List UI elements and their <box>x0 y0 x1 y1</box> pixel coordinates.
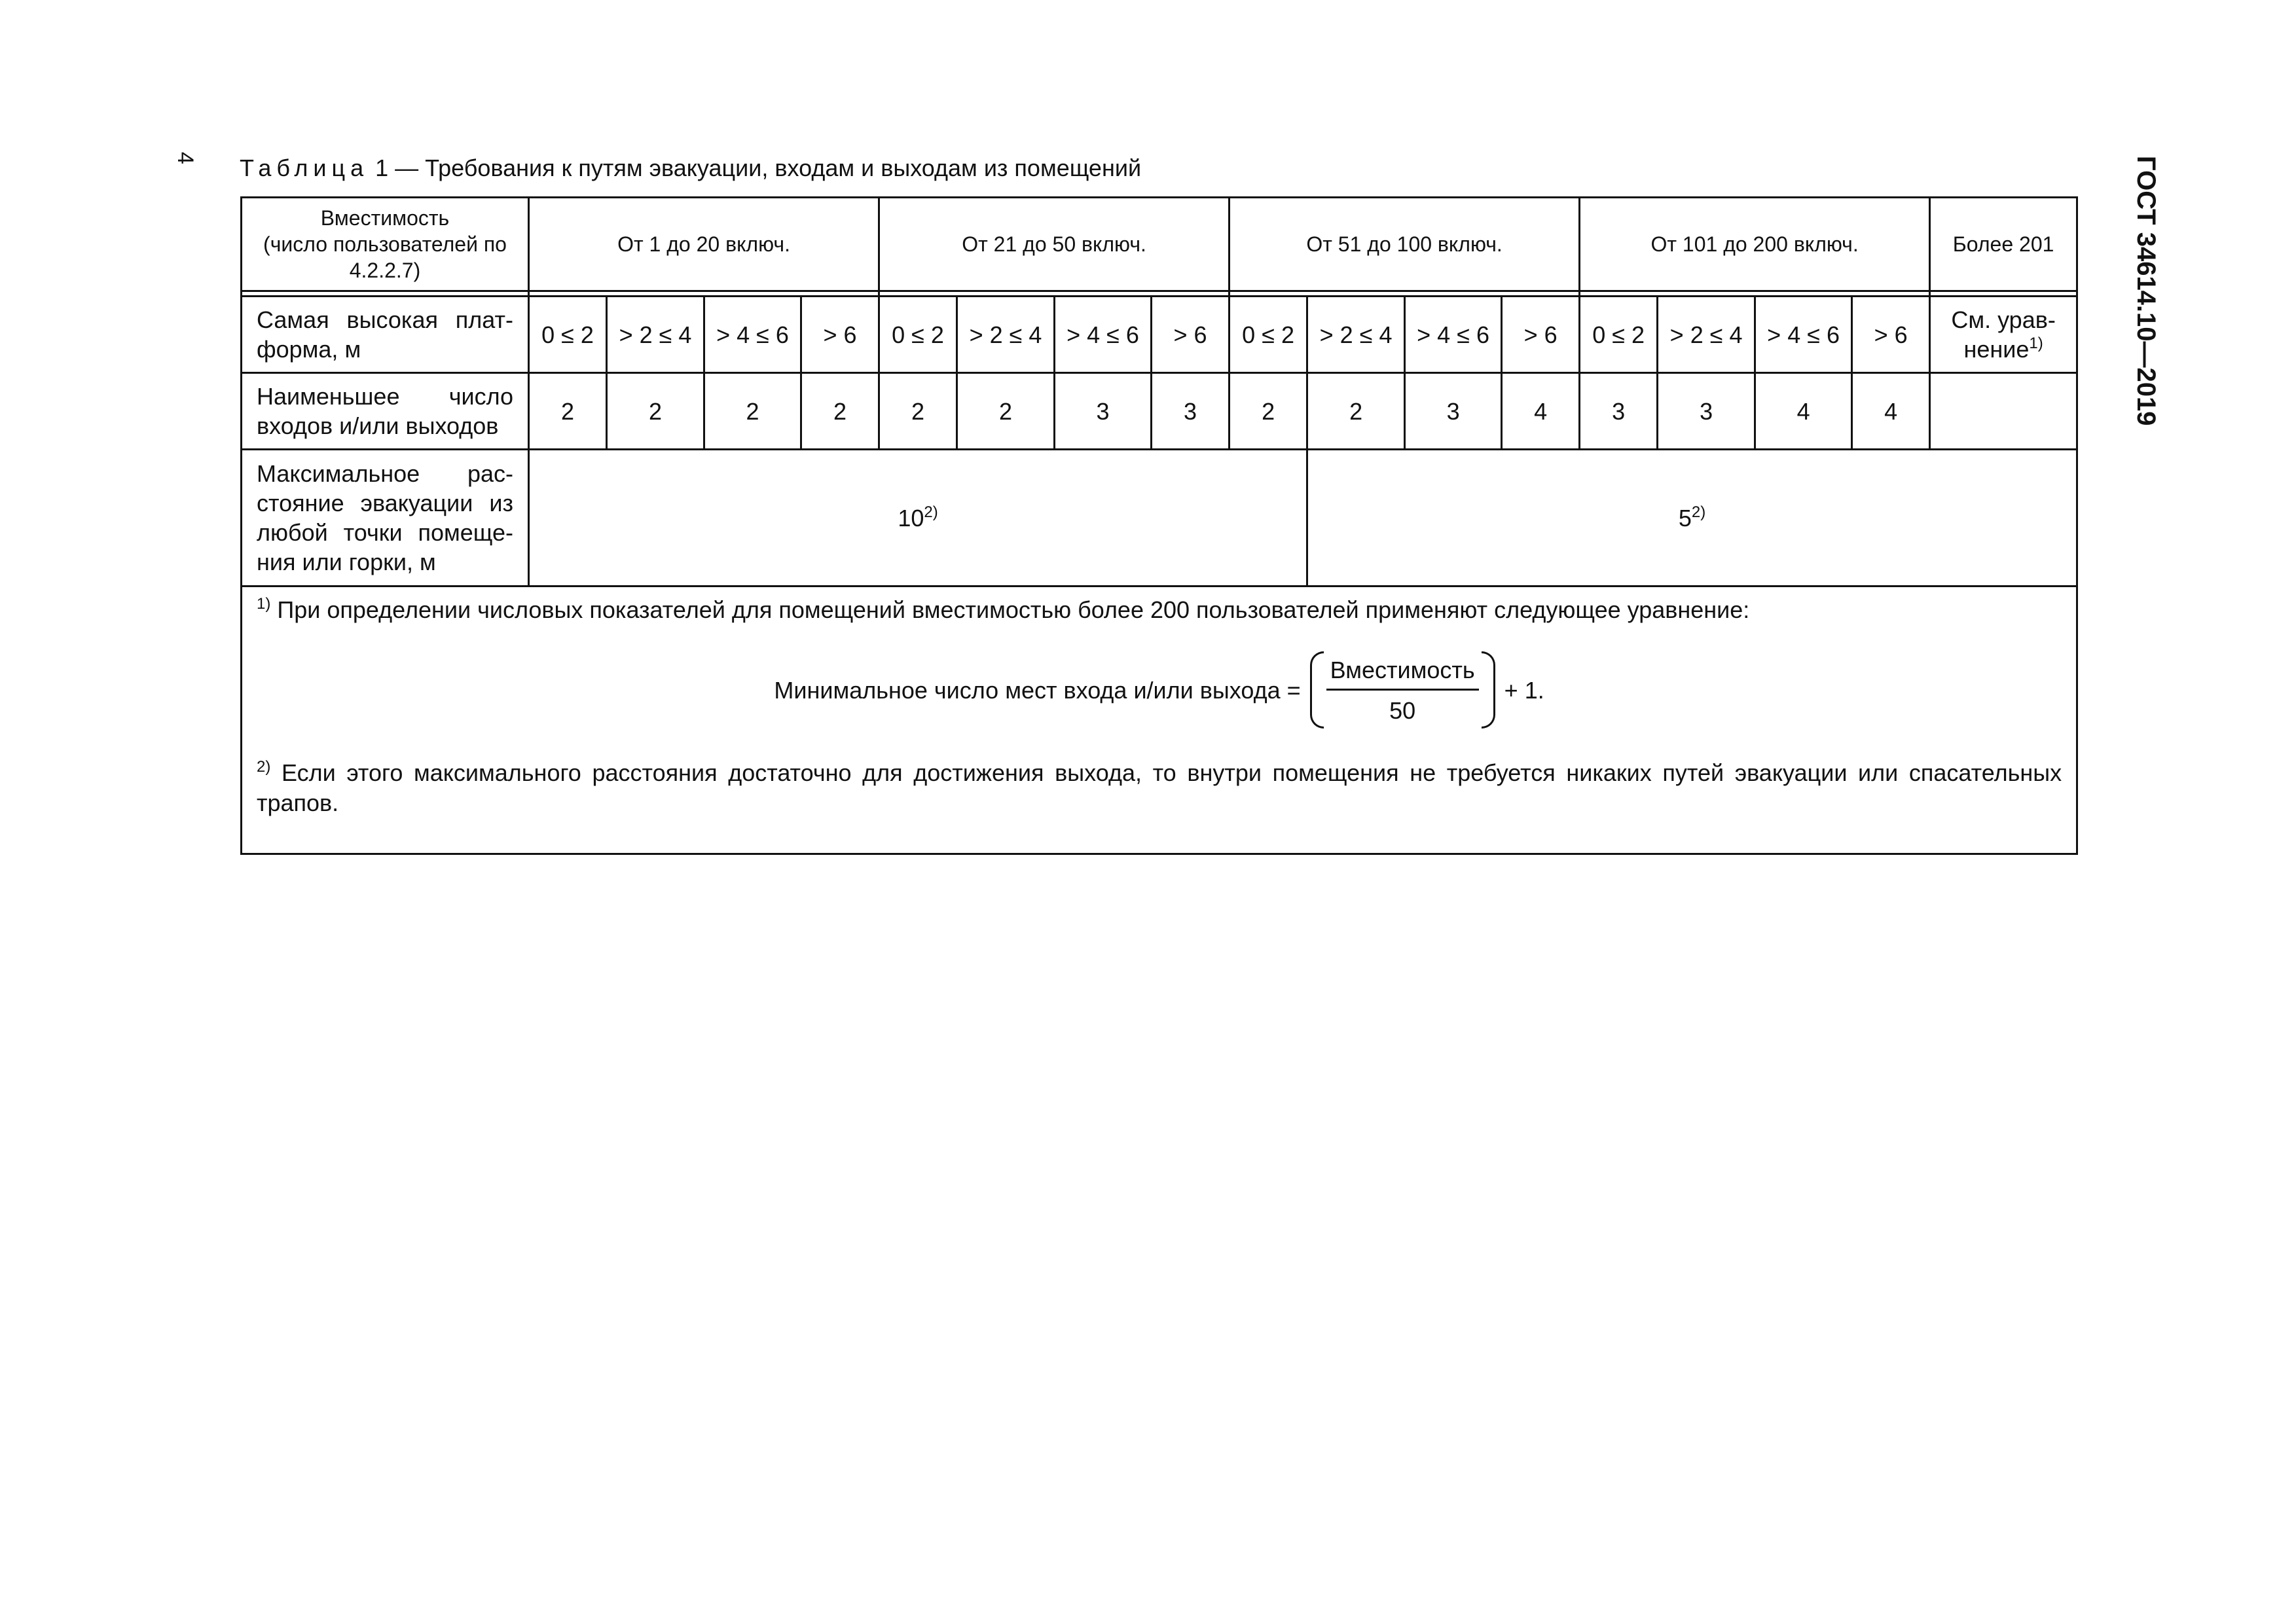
table-cell: > 4 ≤ 6 <box>1755 297 1852 373</box>
notes-cell <box>242 586 2077 854</box>
table-cell: 2 <box>1307 373 1405 450</box>
see-equation-text: нение <box>1963 336 2030 363</box>
table-cell: 2 <box>879 373 957 450</box>
capacity-header-line: Вместимость <box>320 206 450 230</box>
see-equation-line: См. урав- <box>1951 306 2056 333</box>
table-cell: 3 <box>1658 373 1755 450</box>
footnote-text: Если этого максимального расстояния достаточно для достижения выхода, то внутри помещения не требуется никаких путей эвакуации или спасательных трапов. <box>257 759 2062 816</box>
table-cell: > 2 ≤ 4 <box>957 297 1055 373</box>
capacity-header-cell <box>242 198 529 291</box>
distance-value: 5 <box>1678 504 1692 532</box>
footnote-1 <box>257 595 2062 624</box>
table-cell: 2 <box>607 373 704 450</box>
table-cell: > 6 <box>1852 297 1930 373</box>
footnote-ref: 2) <box>1691 503 1706 521</box>
min-exits-row <box>242 373 2077 450</box>
row-label: Максимальное рас-стояние эвакуации из любой точки помеще-ния или горки, м <box>242 450 529 586</box>
see-equation-cell <box>1930 297 2077 373</box>
table-cell: 0 ≤ 2 <box>1230 297 1307 373</box>
table-cell: > 4 ≤ 6 <box>1055 297 1152 373</box>
table-cell: 2 <box>529 373 607 450</box>
table-cell: 2 <box>704 373 801 450</box>
group-header: От 21 до 50 включ. <box>879 198 1230 291</box>
row-label: Наименьшее число входов и/или выходов <box>242 373 529 450</box>
table-cell: 0 ≤ 2 <box>1580 297 1658 373</box>
table-cell: 2 <box>1230 373 1307 450</box>
table-cell: 3 <box>1580 373 1658 450</box>
table-cell: 3 <box>1152 373 1230 450</box>
table-cell: > 6 <box>1502 297 1580 373</box>
table-cell: 0 ≤ 2 <box>529 297 607 373</box>
capacity-header-line: (число пользователей по <box>263 232 507 256</box>
table-cell: 4 <box>1755 373 1852 450</box>
table-cell: > 2 ≤ 4 <box>1307 297 1405 373</box>
table-cell-empty <box>1930 373 2077 450</box>
table-cell: 3 <box>1055 373 1152 450</box>
left-paren <box>1310 651 1324 729</box>
capacity-header-line: 4.2.2.7) <box>349 259 421 282</box>
caption-text: 1 — Требования к путям эвакуации, входам и выходам из помещений <box>369 154 1142 181</box>
see-equation-line2 <box>1936 334 2071 364</box>
platform-row <box>242 297 2077 373</box>
footnote-text: При определении числовых показателей для помещений вместимостью более 200 пользователей применяют следующее уравнение: <box>270 596 1750 623</box>
fraction-denominator: 50 <box>1389 696 1416 724</box>
table-cell: 3 <box>1405 373 1502 450</box>
max-distance-row <box>242 450 2077 586</box>
table-cell: 4 <box>1502 373 1580 450</box>
table-cell: > 4 ≤ 6 <box>704 297 801 373</box>
group-header: От 51 до 100 включ. <box>1230 198 1580 291</box>
fraction <box>1326 655 1479 725</box>
footnote-2 <box>257 758 2062 818</box>
footnote-marker: 2) <box>257 758 271 776</box>
page-number: 4 <box>173 152 198 164</box>
requirements-table <box>240 196 2078 855</box>
table-cell: > 4 ≤ 6 <box>1405 297 1502 373</box>
distance-value: 10 <box>898 504 924 532</box>
row-label: Самая высокая плат-форма, м <box>242 297 529 373</box>
group-header: От 1 до 20 включ. <box>529 198 879 291</box>
table-cell: 2 <box>801 373 879 450</box>
table-cell: > 2 ≤ 4 <box>1658 297 1755 373</box>
table-cell: > 6 <box>801 297 879 373</box>
right-paren <box>1482 651 1495 729</box>
formula-left: Минимальное число мест входа и/или выхода = <box>774 676 1301 704</box>
formula <box>257 649 2062 731</box>
header-separator <box>242 291 2077 297</box>
footnote-ref: 2) <box>924 503 938 521</box>
header-row <box>242 198 2077 291</box>
table-cell: 4 <box>1852 373 1930 450</box>
table-cell: 2 <box>957 373 1055 450</box>
table-caption <box>240 154 1141 182</box>
caption-word: Таблица <box>240 154 369 181</box>
notes-row <box>242 586 2077 854</box>
table-cell: 0 ≤ 2 <box>879 297 957 373</box>
distance-value-cell <box>1307 450 2077 586</box>
footnote-ref: 1) <box>2029 334 2043 352</box>
document-code: ГОСТ 34614.10—2019 <box>2132 156 2160 426</box>
group-header: От 101 до 200 включ. <box>1580 198 1930 291</box>
fraction-numerator: Вместимость <box>1326 655 1479 691</box>
distance-value-cell <box>529 450 1307 586</box>
table-cell: > 2 ≤ 4 <box>607 297 704 373</box>
table-cell: > 6 <box>1152 297 1230 373</box>
formula-right: + 1. <box>1504 676 1544 704</box>
footnote-marker: 1) <box>257 595 271 613</box>
group-header: Более 201 <box>1930 198 2077 291</box>
